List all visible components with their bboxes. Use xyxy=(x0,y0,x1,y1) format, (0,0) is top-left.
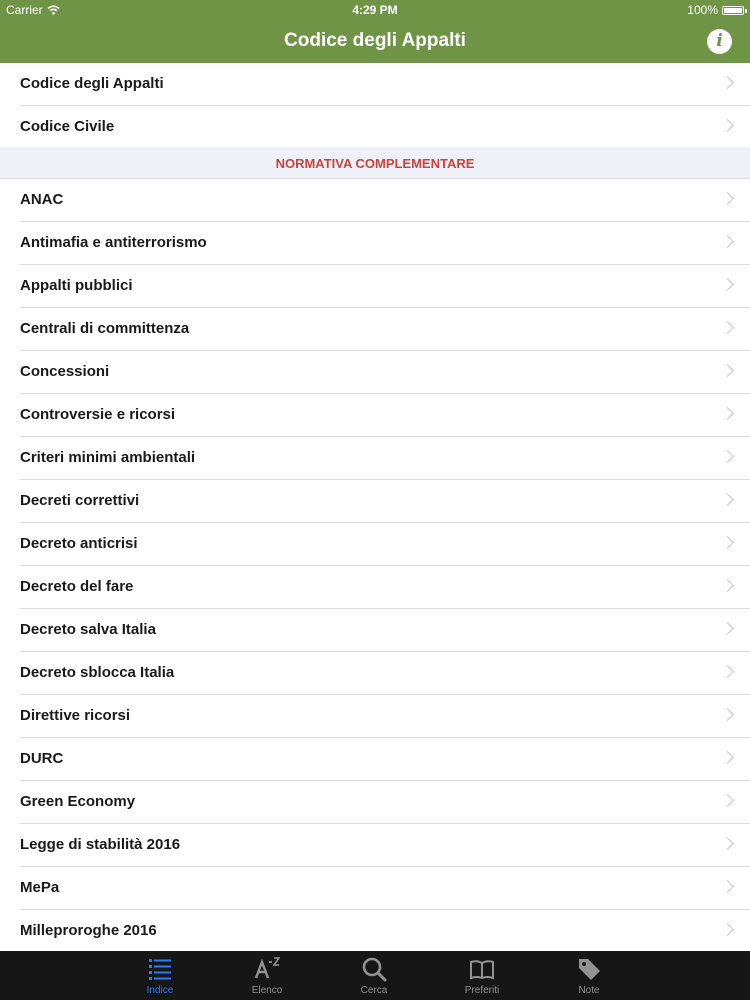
section-header: NORMATIVA COMPLEMENTARE xyxy=(0,147,750,179)
tab-bar xyxy=(0,951,750,1000)
tab-label: Note xyxy=(578,985,600,996)
list-item[interactable] xyxy=(20,480,750,523)
list-item-label: Codice degli Appalti xyxy=(20,75,164,92)
list-item-label: Controversie e ricorsi xyxy=(20,406,176,423)
chevron-right-icon xyxy=(721,192,734,205)
list-item-label: Decreto salva Italia xyxy=(20,621,156,638)
carrier-label: Carrier xyxy=(6,3,43,17)
complementary-list xyxy=(0,179,750,952)
navigation-bar xyxy=(0,20,750,63)
list-item-label: Antimafia e antiterrorismo xyxy=(20,234,207,251)
list-item[interactable] xyxy=(20,106,750,148)
chevron-right-icon xyxy=(721,235,734,248)
chevron-right-icon xyxy=(721,708,734,721)
list-item-label: Criteri minimi ambientali xyxy=(20,449,196,466)
chevron-right-icon xyxy=(721,364,734,377)
battery-percent: 100% xyxy=(687,3,718,17)
chevron-right-icon xyxy=(721,278,734,291)
list-item[interactable] xyxy=(20,222,750,265)
list-item-label: Centrali di committenza xyxy=(20,320,190,337)
chevron-right-icon xyxy=(721,923,734,936)
chevron-right-icon xyxy=(721,880,734,893)
list-item-label: Decreti correttivi xyxy=(20,492,140,509)
list-item[interactable] xyxy=(20,695,750,738)
list-item-label: ANAC xyxy=(20,191,64,208)
battery-area xyxy=(687,3,744,17)
list-item-label: Codice Civile xyxy=(20,118,115,135)
list-item-label: Decreto sblocca Italia xyxy=(20,664,175,681)
list-item-label: Direttive ricorsi xyxy=(20,707,131,724)
list-item-label: Milleproroghe 2016 xyxy=(20,922,157,939)
chevron-right-icon xyxy=(721,119,734,132)
list-item-label: Concessioni xyxy=(20,363,110,380)
list-item[interactable] xyxy=(20,308,750,351)
list-item[interactable] xyxy=(20,437,750,480)
tab-elenco[interactable] xyxy=(227,951,307,1000)
tab-label: Indice xyxy=(146,985,174,996)
battery-icon xyxy=(722,6,744,15)
list-item[interactable] xyxy=(20,910,750,952)
chevron-right-icon xyxy=(721,450,734,463)
chevron-right-icon xyxy=(721,665,734,678)
list-item-label: Appalti pubblici xyxy=(20,277,133,294)
index-list xyxy=(0,63,750,952)
list-item[interactable] xyxy=(20,265,750,308)
list-item-label: Green Economy xyxy=(20,793,136,810)
chevron-right-icon xyxy=(721,407,734,420)
list-item-label: Decreto anticrisi xyxy=(20,535,138,552)
tab-preferiti[interactable] xyxy=(442,951,522,1000)
tab-label: Preferiti xyxy=(464,985,500,996)
list-item[interactable] xyxy=(20,394,750,437)
tab-indice[interactable] xyxy=(120,951,200,1000)
list-item[interactable] xyxy=(20,179,750,222)
list-item[interactable] xyxy=(20,523,750,566)
list-item[interactable] xyxy=(20,63,750,106)
chevron-right-icon xyxy=(721,76,734,89)
chevron-right-icon xyxy=(721,493,734,506)
chevron-right-icon xyxy=(721,794,734,807)
battery-fill xyxy=(724,8,742,13)
list-item[interactable] xyxy=(20,781,750,824)
list-item[interactable] xyxy=(20,566,750,609)
book-icon xyxy=(469,956,495,982)
az-icon xyxy=(254,956,280,982)
chevron-right-icon xyxy=(721,321,734,334)
tab-label: Elenco xyxy=(251,985,283,996)
list-item-label: DURC xyxy=(20,750,64,767)
chevron-right-icon xyxy=(721,622,734,635)
list-item-label: MePa xyxy=(20,879,60,896)
status-bar xyxy=(0,0,750,20)
chevron-right-icon xyxy=(721,579,734,592)
chevron-right-icon xyxy=(721,751,734,764)
list-item-label: Decreto del fare xyxy=(20,578,134,595)
status-time: 4:29 PM xyxy=(352,3,398,17)
list-item[interactable] xyxy=(20,867,750,910)
list-item[interactable] xyxy=(20,351,750,394)
list-item[interactable] xyxy=(20,609,750,652)
info-button[interactable]: i xyxy=(707,29,732,54)
list-item[interactable] xyxy=(20,738,750,781)
tab-label: Cerca xyxy=(360,985,388,996)
chevron-right-icon xyxy=(721,536,734,549)
chevron-right-icon xyxy=(721,837,734,850)
tag-icon xyxy=(576,956,602,982)
list-item[interactable] xyxy=(20,824,750,867)
list-item-label: Legge di stabilità 2016 xyxy=(20,836,181,853)
tab-cerca[interactable] xyxy=(334,951,414,1000)
tab-note[interactable] xyxy=(549,951,629,1000)
list-icon xyxy=(147,956,173,982)
list-item[interactable] xyxy=(20,652,750,695)
page-title: Codice degli Appalti xyxy=(284,30,466,51)
search-icon xyxy=(361,956,387,982)
